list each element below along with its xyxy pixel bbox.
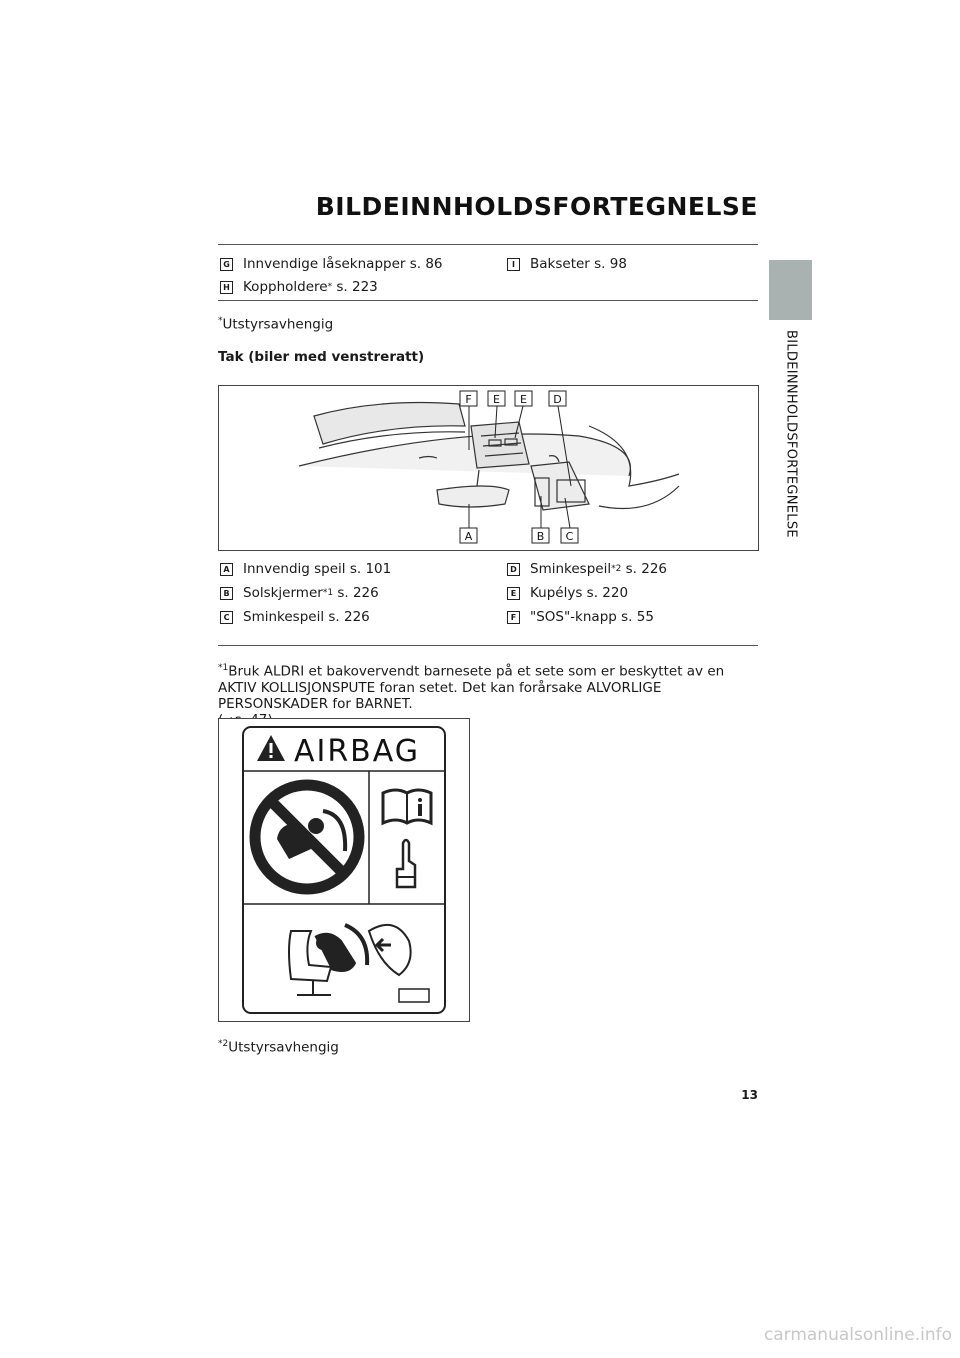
list-item — [507, 609, 654, 625]
figure-callout-e — [515, 391, 532, 406]
item-letter-badge: C — [220, 611, 233, 624]
footnote-mark: *1 — [322, 588, 334, 598]
list-item — [220, 609, 370, 625]
label-code-box — [399, 989, 429, 1002]
item-text: Solskjermer — [243, 585, 323, 601]
footnote-mark: * — [327, 282, 333, 292]
watermark: carmanualsonline.info — [763, 1325, 952, 1345]
item-letter-badge: G — [220, 258, 233, 271]
item-text: Innvendige låseknapper s. 86 — [243, 256, 443, 272]
section-title: Tak (biler med venstreratt) — [218, 349, 425, 365]
item-text: Sminkespeil — [530, 561, 612, 577]
warning-text: Bruk ALDRI et bakovervendt barnesete på et sete som er beskyttet av en AKTIV KOLLISJONSPUTE foran setet. Det kan forårsake ALVORLIGE PERSONSKADER for BARNET. — [218, 663, 725, 712]
footnote-mark: *2 — [611, 564, 622, 574]
item-letter-badge: F — [507, 611, 520, 624]
list-item — [220, 561, 391, 577]
svg-text:D: D — [553, 393, 562, 406]
airbag-label-title: AIRBAG — [293, 734, 421, 769]
no-rear-facing-child-seat-icon — [255, 785, 359, 889]
item-letter-badge: I — [507, 258, 520, 271]
item-text: Innvendig speil s. 101 — [243, 561, 392, 577]
table-top-rule — [218, 244, 758, 245]
item-letter-badge: E — [507, 587, 520, 600]
list-item — [507, 256, 627, 272]
list-item — [220, 585, 379, 601]
item-ref: s. 226 — [333, 585, 379, 601]
item-letter-badge: B — [220, 587, 233, 600]
list-item — [507, 585, 628, 601]
roof-illustration — [218, 385, 759, 551]
figure-callout-c — [561, 528, 578, 543]
svg-text:E: E — [520, 393, 527, 406]
airbag-warning-label — [219, 719, 469, 1021]
item-ref: s. 226 — [621, 561, 668, 577]
page-title: BILDEINNHOLDSFORTEGNELSE — [315, 192, 758, 221]
item-letter-badge: D — [507, 563, 520, 576]
svg-text:F: F — [465, 393, 472, 406]
chapter-tab-text: BILDEINNHOLDSFORTEGNELSE — [783, 330, 798, 538]
figure-callout-f — [460, 391, 477, 406]
footnote-text: Utstyrsavhengig — [222, 316, 334, 333]
airbag-label-figure — [218, 718, 470, 1022]
figure-callout-b — [532, 528, 549, 543]
footnote-mark: *1 — [218, 663, 229, 673]
svg-text:A: A — [464, 530, 473, 543]
item-text: Koppholdere — [243, 279, 328, 295]
item-ref: s. 223 — [332, 279, 378, 295]
item-letter-badge: A — [220, 563, 233, 576]
list-item — [220, 279, 378, 295]
svg-text:C: C — [565, 530, 574, 543]
roof-table-rule — [218, 645, 758, 646]
footnote-mark: * — [218, 316, 223, 326]
table-bottom-rule — [218, 300, 758, 301]
footnote-mark: *2 — [218, 1039, 229, 1049]
figure-callout-d — [549, 391, 566, 406]
svg-text:E: E — [493, 393, 500, 406]
item-text: Bakseter s. 98 — [530, 256, 627, 272]
figure-callout-e — [488, 391, 505, 406]
item-letter-badge: H — [220, 281, 233, 294]
item-text: Kupélys s. 220 — [530, 585, 629, 601]
figure-callout-a — [460, 528, 477, 543]
roof-drawing — [219, 386, 758, 550]
item-text: Sminkespeil s. 226 — [243, 609, 370, 625]
svg-text:B: B — [536, 530, 545, 543]
item-text: "SOS"-knapp s. 55 — [530, 609, 654, 625]
list-item — [220, 256, 443, 272]
chapter-tab-marker — [769, 260, 812, 320]
footnote-text: Utstyrsavhengig — [228, 1039, 339, 1056]
page-number: 13 — [741, 1088, 758, 1102]
footnote — [218, 1039, 339, 1056]
chapter-tab-label — [769, 330, 812, 550]
list-item — [507, 561, 667, 577]
manual-book-icon — [383, 790, 431, 823]
footnote — [218, 316, 333, 333]
